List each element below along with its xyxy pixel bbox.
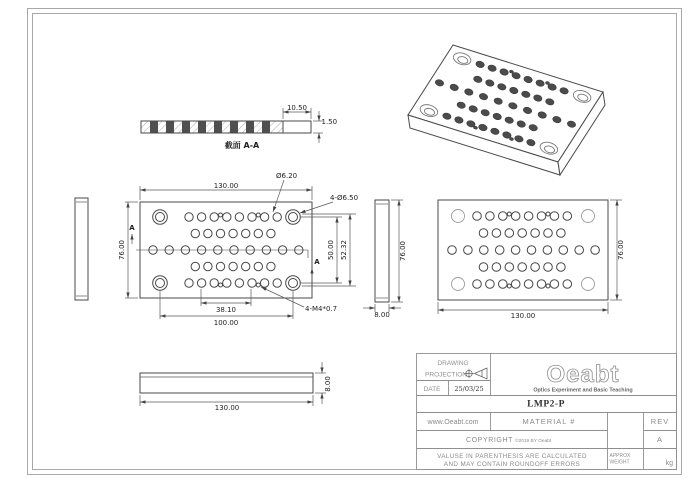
website: www.Oeabt.com — [427, 419, 479, 426]
back-view — [438, 200, 625, 320]
date-value: 25/03/25 — [454, 385, 484, 393]
weight-unit: kg — [665, 460, 673, 467]
front-counterbore-note: 4-Ø6.50 — [330, 194, 359, 202]
projection-label-line1: DRAWING — [437, 360, 469, 367]
front-tap-note: 4-M4*0.7 — [305, 305, 338, 313]
third-angle-projection-icon — [464, 368, 487, 379]
front-dim-span: 100.00 — [213, 319, 239, 327]
section-label: 截面 A-A — [224, 141, 260, 150]
rev-value: A — [656, 435, 664, 444]
part-number: LMP2-P — [527, 399, 565, 410]
copyright-year: ©2019 BY Oeabt — [515, 439, 552, 444]
weight-label-line2: WEIGHT — [609, 459, 630, 466]
front-hole-dia-note: Ø6.20 — [276, 172, 298, 180]
front-dim-width: 130.00 — [213, 182, 239, 190]
back-dim-height: 76.00 — [617, 239, 625, 261]
section-mark-right: A — [314, 258, 320, 266]
front-dim-height: 76.00 — [118, 239, 126, 261]
oeabt-logo: Oeabt — [546, 361, 620, 388]
rev-label: REV — [650, 417, 670, 426]
isometric-view — [408, 45, 605, 175]
title-block — [417, 354, 677, 470]
front-dim-52: 52.32 — [340, 239, 348, 261]
copyright-text: COPYRIGHT — [465, 437, 513, 444]
left-side-view — [75, 198, 88, 300]
bottom-view — [140, 362, 332, 412]
disclaimer-line2: AND MAY CONTAIN ROUNDOFF ERRORS — [443, 461, 581, 468]
section-dim-right: 1.50 — [321, 118, 338, 126]
back-dim-width: 130.00 — [510, 312, 536, 320]
front-dim-50: 50.00 — [327, 239, 335, 261]
bottom-dim-width: 130.00 — [214, 404, 240, 412]
section-mark-left: A — [129, 224, 135, 232]
section-dim-top: 10.50 — [286, 104, 308, 112]
projection-label-line2: PROJECTION — [425, 371, 467, 379]
front-dim-pitch: 38.10 — [215, 306, 237, 314]
material-label: MATERIAL # — [522, 417, 576, 426]
middle-side-view — [363, 200, 407, 319]
front-view — [118, 172, 358, 327]
disclaimer-line1: VALUSE IN PARENTHESIS ARE CALCULATED — [437, 453, 587, 460]
weight-label-line1: APPROX — [609, 453, 631, 459]
section-view — [141, 104, 337, 150]
side-dim-thickness: 8.00 — [374, 311, 390, 319]
date-label: DATE — [423, 386, 441, 393]
side-dim-height: 76.00 — [399, 240, 407, 262]
bottom-dim-thickness: 8.00 — [324, 376, 332, 392]
logo-tagline: Optics Experiment and Basic Teaching — [533, 387, 633, 394]
